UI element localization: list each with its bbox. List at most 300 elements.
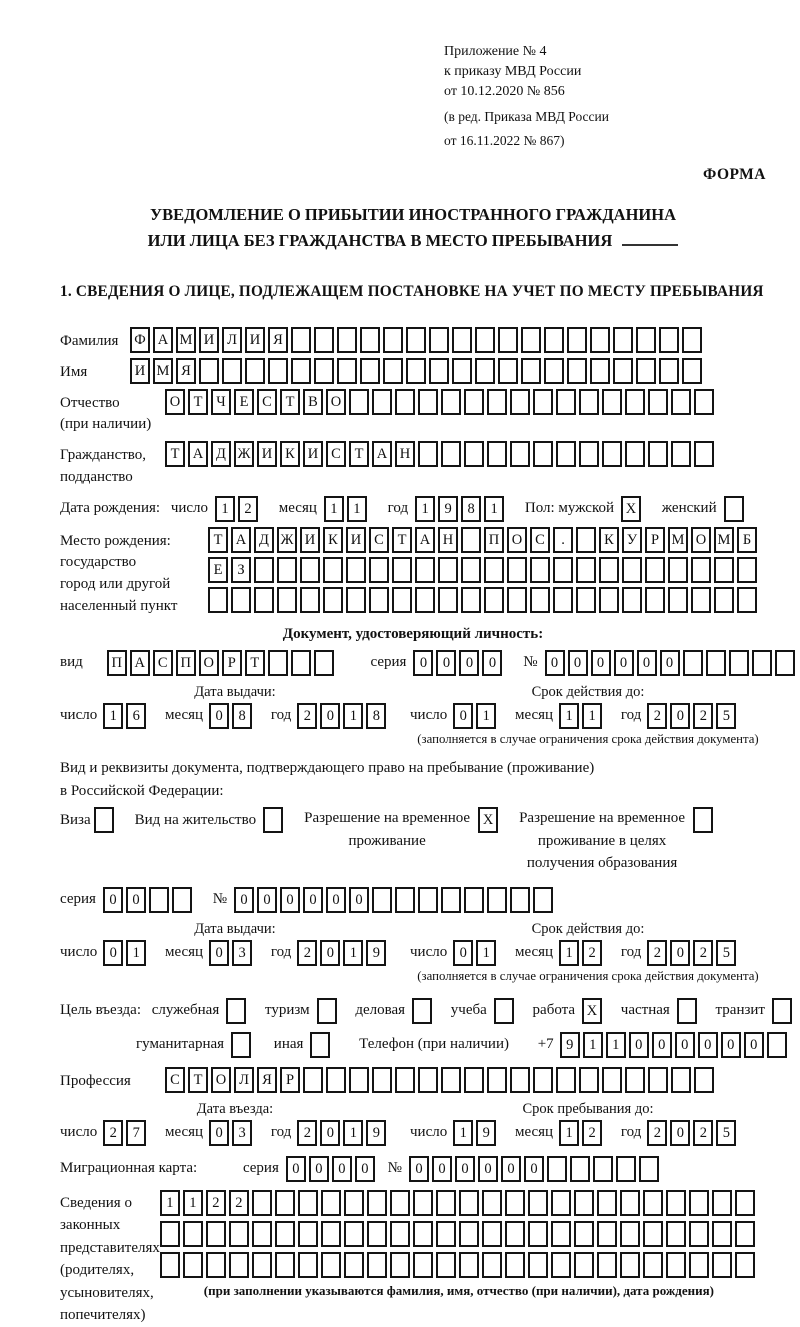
char-cell[interactable] (484, 557, 504, 583)
char-cell[interactable] (413, 1252, 433, 1278)
char-cell[interactable] (505, 1190, 525, 1216)
char-cell[interactable] (441, 389, 461, 415)
char-cell[interactable]: 0 (482, 650, 502, 676)
char-cell[interactable]: 1 (183, 1190, 203, 1216)
char-cell[interactable] (438, 587, 458, 613)
char-cell[interactable]: О (165, 389, 185, 415)
char-cell[interactable]: А (415, 527, 435, 553)
char-cell[interactable] (344, 1252, 364, 1278)
char-cell[interactable] (206, 1252, 226, 1278)
char-cell[interactable] (547, 1156, 567, 1182)
char-cell[interactable]: 6 (126, 703, 146, 729)
char-cell[interactable]: А (188, 441, 208, 467)
char-cell[interactable]: 0 (652, 1032, 672, 1058)
char-cell[interactable] (593, 1156, 613, 1182)
char-cell[interactable]: 0 (455, 1156, 475, 1182)
char-cell[interactable] (395, 887, 415, 913)
char-cell[interactable] (498, 327, 518, 353)
char-cell[interactable] (367, 1252, 387, 1278)
char-cell[interactable] (533, 441, 553, 467)
char-cell[interactable]: 0 (721, 1032, 741, 1058)
char-cell[interactable]: 0 (453, 940, 473, 966)
char-cell[interactable]: 1 (606, 1032, 626, 1058)
char-cell[interactable]: П (176, 650, 196, 676)
char-cell[interactable] (344, 1221, 364, 1247)
char-cell[interactable] (383, 327, 403, 353)
char-cell[interactable] (694, 441, 714, 467)
char-cell[interactable]: Т (392, 527, 412, 553)
char-cell[interactable]: 2 (582, 1120, 602, 1146)
char-cell[interactable] (245, 358, 265, 384)
char-cell[interactable]: К (280, 441, 300, 467)
char-cell[interactable] (291, 650, 311, 676)
char-cell[interactable]: И (300, 527, 320, 553)
char-cell[interactable] (346, 587, 366, 613)
char-cell[interactable] (691, 587, 711, 613)
char-cell[interactable] (464, 887, 484, 913)
char-cell[interactable]: 9 (366, 940, 386, 966)
char-cell[interactable] (590, 327, 610, 353)
char-cell[interactable]: С (165, 1067, 185, 1093)
char-cell[interactable]: 0 (209, 940, 229, 966)
char-cell[interactable] (706, 650, 726, 676)
char-cell[interactable]: 5 (716, 703, 736, 729)
char-cell[interactable] (418, 441, 438, 467)
char-cell[interactable]: 0 (478, 1156, 498, 1182)
char-cell[interactable] (349, 389, 369, 415)
char-cell[interactable] (659, 327, 679, 353)
char-cell[interactable]: И (245, 327, 265, 353)
char-cell[interactable] (415, 587, 435, 613)
char-cell[interactable]: С (530, 527, 550, 553)
char-cell[interactable] (643, 1221, 663, 1247)
char-cell[interactable] (666, 1190, 686, 1216)
char-cell[interactable] (625, 1067, 645, 1093)
char-cell[interactable]: 0 (501, 1156, 521, 1182)
char-cell[interactable] (277, 587, 297, 613)
char-cell[interactable] (752, 650, 772, 676)
char-cell[interactable] (625, 441, 645, 467)
char-cell[interactable] (648, 441, 668, 467)
char-cell[interactable] (636, 327, 656, 353)
char-cell[interactable] (369, 557, 389, 583)
char-cell[interactable] (429, 327, 449, 353)
char-cell[interactable] (413, 1221, 433, 1247)
char-cell[interactable] (252, 1221, 272, 1247)
char-cell[interactable]: 1 (582, 703, 602, 729)
char-cell[interactable] (677, 998, 697, 1024)
char-cell[interactable] (395, 389, 415, 415)
char-cell[interactable] (556, 1067, 576, 1093)
char-cell[interactable] (556, 389, 576, 415)
char-cell[interactable]: Е (208, 557, 228, 583)
char-cell[interactable] (616, 1156, 636, 1182)
char-cell[interactable]: 1 (583, 1032, 603, 1058)
char-cell[interactable]: Н (438, 527, 458, 553)
char-cell[interactable] (317, 998, 337, 1024)
char-cell[interactable]: 1 (476, 940, 496, 966)
char-cell[interactable] (346, 557, 366, 583)
char-cell[interactable]: М (714, 527, 734, 553)
char-cell[interactable]: 9 (560, 1032, 580, 1058)
char-cell[interactable] (622, 557, 642, 583)
char-cell[interactable]: К (599, 527, 619, 553)
char-cell[interactable] (671, 441, 691, 467)
char-cell[interactable]: С (326, 441, 346, 467)
char-cell[interactable] (590, 358, 610, 384)
char-cell[interactable] (291, 358, 311, 384)
char-cell[interactable] (314, 650, 334, 676)
char-cell[interactable]: 1 (343, 940, 363, 966)
char-cell[interactable]: 3 (232, 1120, 252, 1146)
char-cell[interactable]: Р (222, 650, 242, 676)
char-cell[interactable] (231, 587, 251, 613)
char-cell[interactable] (199, 358, 219, 384)
char-cell[interactable] (666, 1252, 686, 1278)
char-cell[interactable] (412, 998, 432, 1024)
char-cell[interactable] (659, 358, 679, 384)
char-cell[interactable]: 0 (629, 1032, 649, 1058)
char-cell[interactable]: С (257, 389, 277, 415)
char-cell[interactable]: 2 (297, 703, 317, 729)
char-cell[interactable]: X (621, 496, 641, 522)
char-cell[interactable] (636, 358, 656, 384)
char-cell[interactable] (392, 587, 412, 613)
char-cell[interactable]: . (553, 527, 573, 553)
char-cell[interactable]: А (153, 327, 173, 353)
char-cell[interactable] (314, 358, 334, 384)
char-cell[interactable] (521, 327, 541, 353)
char-cell[interactable]: 2 (103, 1120, 123, 1146)
char-cell[interactable] (599, 557, 619, 583)
char-cell[interactable] (666, 1221, 686, 1247)
char-cell[interactable]: 3 (232, 940, 252, 966)
char-cell[interactable]: Н (395, 441, 415, 467)
char-cell[interactable] (735, 1221, 755, 1247)
char-cell[interactable] (464, 1067, 484, 1093)
char-cell[interactable] (323, 557, 343, 583)
char-cell[interactable]: 0 (670, 940, 690, 966)
char-cell[interactable]: 0 (309, 1156, 329, 1182)
char-cell[interactable] (599, 587, 619, 613)
char-cell[interactable] (390, 1190, 410, 1216)
char-cell[interactable] (682, 327, 702, 353)
char-cell[interactable] (694, 1067, 714, 1093)
char-cell[interactable] (321, 1190, 341, 1216)
char-cell[interactable] (567, 327, 587, 353)
char-cell[interactable] (254, 587, 274, 613)
char-cell[interactable] (712, 1221, 732, 1247)
char-cell[interactable] (639, 1156, 659, 1182)
char-cell[interactable] (395, 1067, 415, 1093)
char-cell[interactable]: М (176, 327, 196, 353)
char-cell[interactable] (344, 1190, 364, 1216)
char-cell[interactable] (714, 557, 734, 583)
char-cell[interactable]: У (622, 527, 642, 553)
char-cell[interactable] (553, 557, 573, 583)
char-cell[interactable] (390, 1252, 410, 1278)
char-cell[interactable]: Я (268, 327, 288, 353)
char-cell[interactable] (275, 1252, 295, 1278)
char-cell[interactable] (625, 389, 645, 415)
char-cell[interactable] (689, 1190, 709, 1216)
char-cell[interactable]: Т (188, 389, 208, 415)
char-cell[interactable] (372, 887, 392, 913)
char-cell[interactable] (275, 1190, 295, 1216)
char-cell[interactable] (418, 389, 438, 415)
char-cell[interactable]: 0 (459, 650, 479, 676)
char-cell[interactable] (505, 1221, 525, 1247)
char-cell[interactable]: В (303, 389, 323, 415)
char-cell[interactable] (300, 557, 320, 583)
char-cell[interactable] (429, 358, 449, 384)
char-cell[interactable]: Т (245, 650, 265, 676)
char-cell[interactable]: М (668, 527, 688, 553)
char-cell[interactable] (461, 587, 481, 613)
char-cell[interactable] (94, 807, 114, 833)
char-cell[interactable]: 0 (614, 650, 634, 676)
char-cell[interactable] (268, 358, 288, 384)
char-cell[interactable] (735, 1190, 755, 1216)
char-cell[interactable] (643, 1190, 663, 1216)
char-cell[interactable]: 0 (355, 1156, 375, 1182)
char-cell[interactable]: 2 (647, 703, 667, 729)
char-cell[interactable]: 0 (660, 650, 680, 676)
char-cell[interactable] (452, 327, 472, 353)
char-cell[interactable] (436, 1221, 456, 1247)
char-cell[interactable]: С (153, 650, 173, 676)
char-cell[interactable] (521, 358, 541, 384)
char-cell[interactable]: Я (257, 1067, 277, 1093)
char-cell[interactable] (602, 441, 622, 467)
char-cell[interactable] (303, 1067, 323, 1093)
char-cell[interactable] (464, 389, 484, 415)
char-cell[interactable]: 1 (476, 703, 496, 729)
char-cell[interactable] (406, 327, 426, 353)
char-cell[interactable]: И (199, 327, 219, 353)
char-cell[interactable] (337, 327, 357, 353)
char-cell[interactable] (494, 998, 514, 1024)
char-cell[interactable] (507, 587, 527, 613)
char-cell[interactable] (418, 887, 438, 913)
char-cell[interactable] (436, 1252, 456, 1278)
char-cell[interactable]: 0 (744, 1032, 764, 1058)
char-cell[interactable] (222, 358, 242, 384)
char-cell[interactable] (461, 527, 481, 553)
char-cell[interactable]: 1 (559, 940, 579, 966)
char-cell[interactable]: 1 (559, 1120, 579, 1146)
char-cell[interactable] (349, 1067, 369, 1093)
char-cell[interactable]: Т (280, 389, 300, 415)
char-cell[interactable] (321, 1252, 341, 1278)
char-cell[interactable] (487, 887, 507, 913)
char-cell[interactable]: А (372, 441, 392, 467)
char-cell[interactable] (574, 1190, 594, 1216)
char-cell[interactable]: 0 (409, 1156, 429, 1182)
char-cell[interactable] (337, 358, 357, 384)
char-cell[interactable]: 9 (438, 496, 458, 522)
char-cell[interactable]: 0 (234, 887, 254, 913)
char-cell[interactable]: 0 (591, 650, 611, 676)
char-cell[interactable] (459, 1221, 479, 1247)
char-cell[interactable]: Т (349, 441, 369, 467)
char-cell[interactable]: 8 (232, 703, 252, 729)
char-cell[interactable]: О (691, 527, 711, 553)
char-cell[interactable]: К (323, 527, 343, 553)
char-cell[interactable]: О (326, 389, 346, 415)
char-cell[interactable]: 0 (103, 940, 123, 966)
char-cell[interactable]: А (130, 650, 150, 676)
char-cell[interactable]: 1 (343, 703, 363, 729)
char-cell[interactable] (392, 557, 412, 583)
char-cell[interactable]: Р (645, 527, 665, 553)
char-cell[interactable] (668, 557, 688, 583)
char-cell[interactable] (252, 1190, 272, 1216)
char-cell[interactable] (254, 557, 274, 583)
char-cell[interactable]: 1 (484, 496, 504, 522)
char-cell[interactable]: И (257, 441, 277, 467)
char-cell[interactable] (579, 389, 599, 415)
char-cell[interactable]: 0 (675, 1032, 695, 1058)
char-cell[interactable]: X (582, 998, 602, 1024)
char-cell[interactable] (436, 1190, 456, 1216)
char-cell[interactable] (735, 1252, 755, 1278)
char-cell[interactable] (208, 587, 228, 613)
char-cell[interactable] (498, 358, 518, 384)
char-cell[interactable]: 0 (432, 1156, 452, 1182)
char-cell[interactable] (360, 327, 380, 353)
char-cell[interactable] (671, 389, 691, 415)
char-cell[interactable] (567, 358, 587, 384)
char-cell[interactable]: 5 (716, 1120, 736, 1146)
char-cell[interactable] (482, 1221, 502, 1247)
char-cell[interactable] (263, 807, 283, 833)
char-cell[interactable]: И (303, 441, 323, 467)
char-cell[interactable]: Л (222, 327, 242, 353)
char-cell[interactable] (622, 587, 642, 613)
char-cell[interactable] (323, 587, 343, 613)
char-cell[interactable] (645, 587, 665, 613)
char-cell[interactable] (413, 1190, 433, 1216)
char-cell[interactable]: 1 (453, 1120, 473, 1146)
char-cell[interactable]: Ч (211, 389, 231, 415)
char-cell[interactable]: 1 (415, 496, 435, 522)
char-cell[interactable] (597, 1190, 617, 1216)
char-cell[interactable]: Л (234, 1067, 254, 1093)
char-cell[interactable] (510, 887, 530, 913)
char-cell[interactable] (229, 1221, 249, 1247)
char-cell[interactable] (160, 1252, 180, 1278)
char-cell[interactable] (510, 1067, 530, 1093)
char-cell[interactable]: О (211, 1067, 231, 1093)
char-cell[interactable] (668, 587, 688, 613)
char-cell[interactable] (775, 650, 795, 676)
char-cell[interactable] (459, 1252, 479, 1278)
char-cell[interactable]: Ж (277, 527, 297, 553)
char-cell[interactable] (551, 1190, 571, 1216)
char-cell[interactable] (452, 358, 472, 384)
char-cell[interactable] (712, 1190, 732, 1216)
char-cell[interactable] (544, 327, 564, 353)
char-cell[interactable] (326, 1067, 346, 1093)
char-cell[interactable] (300, 587, 320, 613)
char-cell[interactable]: 2 (297, 940, 317, 966)
char-cell[interactable]: О (199, 650, 219, 676)
char-cell[interactable]: 8 (366, 703, 386, 729)
char-cell[interactable] (372, 1067, 392, 1093)
char-cell[interactable] (772, 998, 792, 1024)
char-cell[interactable] (528, 1221, 548, 1247)
char-cell[interactable] (390, 1221, 410, 1247)
char-cell[interactable] (574, 1221, 594, 1247)
char-cell[interactable]: 0 (568, 650, 588, 676)
char-cell[interactable]: 1 (559, 703, 579, 729)
char-cell[interactable] (441, 1067, 461, 1093)
char-cell[interactable]: Р (280, 1067, 300, 1093)
char-cell[interactable]: И (130, 358, 150, 384)
char-cell[interactable]: 0 (286, 1156, 306, 1182)
char-cell[interactable]: 0 (209, 703, 229, 729)
char-cell[interactable]: 0 (326, 887, 346, 913)
char-cell[interactable] (441, 441, 461, 467)
char-cell[interactable]: 0 (126, 887, 146, 913)
char-cell[interactable] (367, 1190, 387, 1216)
char-cell[interactable] (482, 1190, 502, 1216)
char-cell[interactable]: 5 (716, 940, 736, 966)
char-cell[interactable]: З (231, 557, 251, 583)
char-cell[interactable] (372, 389, 392, 415)
char-cell[interactable] (729, 650, 749, 676)
char-cell[interactable] (689, 1252, 709, 1278)
char-cell[interactable]: Ж (234, 441, 254, 467)
char-cell[interactable]: 0 (436, 650, 456, 676)
char-cell[interactable] (475, 327, 495, 353)
char-cell[interactable]: X (478, 807, 498, 833)
char-cell[interactable] (298, 1252, 318, 1278)
char-cell[interactable] (298, 1190, 318, 1216)
char-cell[interactable] (620, 1252, 640, 1278)
char-cell[interactable] (229, 1252, 249, 1278)
char-cell[interactable] (602, 1067, 622, 1093)
char-cell[interactable] (367, 1221, 387, 1247)
char-cell[interactable]: И (346, 527, 366, 553)
char-cell[interactable] (597, 1252, 617, 1278)
char-cell[interactable] (275, 1221, 295, 1247)
char-cell[interactable]: О (507, 527, 527, 553)
char-cell[interactable]: 0 (320, 703, 340, 729)
char-cell[interactable] (620, 1190, 640, 1216)
char-cell[interactable] (415, 557, 435, 583)
char-cell[interactable]: 2 (693, 940, 713, 966)
char-cell[interactable] (553, 587, 573, 613)
char-cell[interactable] (475, 358, 495, 384)
char-cell[interactable] (579, 441, 599, 467)
char-cell[interactable]: 2 (206, 1190, 226, 1216)
char-cell[interactable] (579, 1067, 599, 1093)
char-cell[interactable]: 9 (366, 1120, 386, 1146)
char-cell[interactable] (464, 441, 484, 467)
char-cell[interactable] (556, 441, 576, 467)
char-cell[interactable]: Д (254, 527, 274, 553)
char-cell[interactable]: 0 (103, 887, 123, 913)
char-cell[interactable]: Е (234, 389, 254, 415)
char-cell[interactable]: 2 (297, 1120, 317, 1146)
char-cell[interactable] (298, 1221, 318, 1247)
char-cell[interactable] (226, 998, 246, 1024)
char-cell[interactable] (533, 887, 553, 913)
char-cell[interactable]: 1 (215, 496, 235, 522)
char-cell[interactable]: 0 (280, 887, 300, 913)
